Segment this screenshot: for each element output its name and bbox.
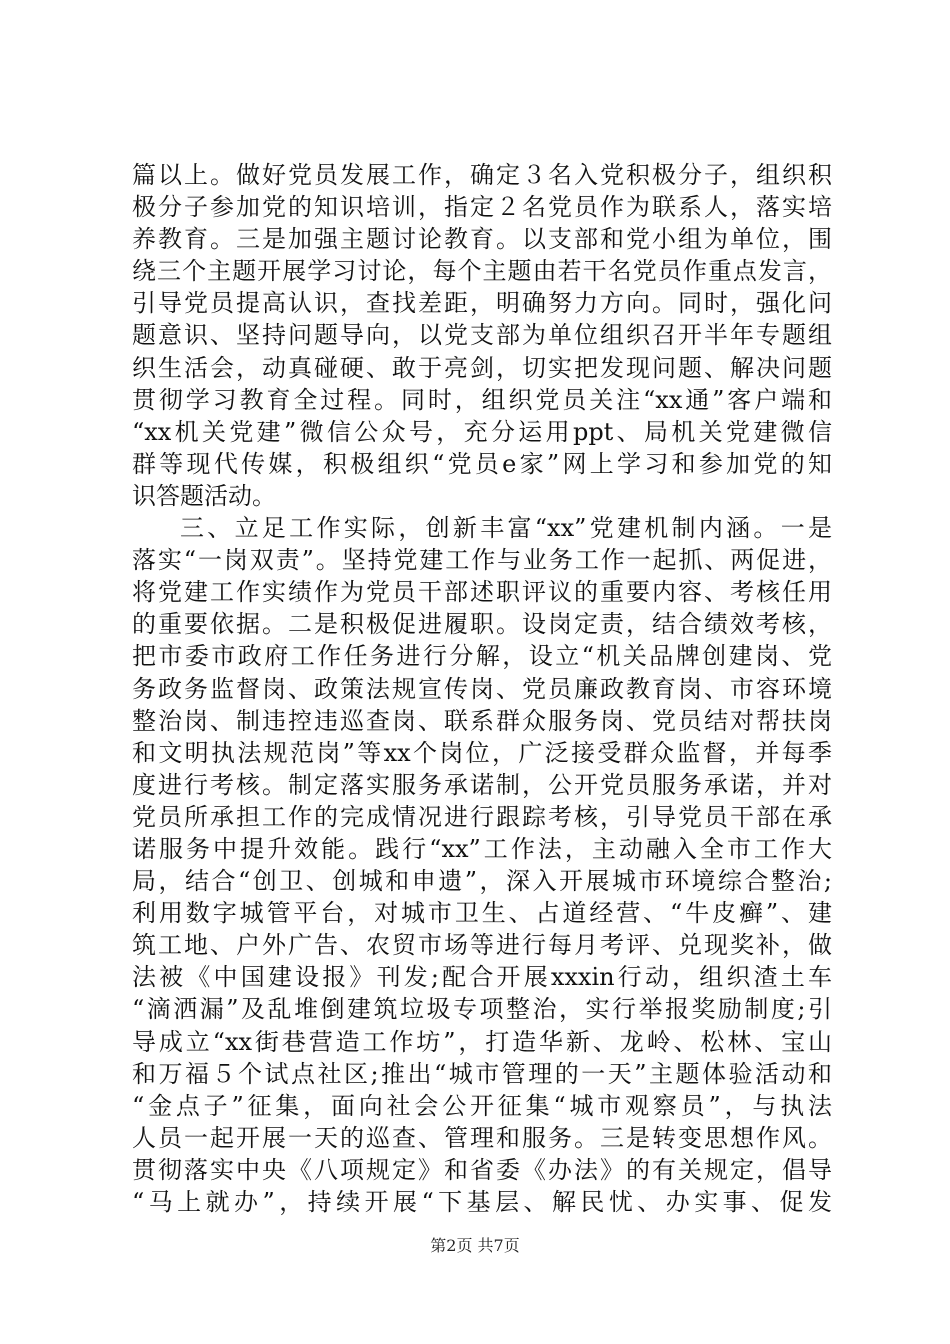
text-line: 局，结合“创卫、创城和申遗”，深入开展城市环境综合整治; [132, 867, 832, 896]
section-heading-line: 三、立足工作实际，创新丰富“xx”党建机制内涵。一是 [180, 514, 832, 543]
text-line: 织生活会，动真碰硬、敢于亮剑，切实把发现问题、解决问题 [132, 353, 832, 382]
text-line: 贯彻学习教育全过程。同时，组织党员关注“xx通”客户端和 [132, 385, 832, 414]
text-line: 导成立“xx街巷营造工作坊”，打造华新、龙岭、松林、宝山 [132, 1027, 832, 1056]
text-line: 利用数字城管平台，对城市卫生、占道经营、“牛皮癣”、建 [132, 899, 832, 928]
text-line: “xx机关党建”微信公众号，充分运用ppt、局机关党建微信 [132, 417, 832, 446]
text-line: 群等现代传媒，积极组织“党员e家”网上学习和参加党的知 [132, 449, 832, 478]
text-line: “马上就办”，持续开展“下基层、解民忧、办实事、促发 [132, 1188, 832, 1216]
body-text [132, 159, 832, 1218]
paragraph-end-line: 识答题活动。 [132, 481, 276, 510]
text-line: 养教育。三是加强主题讨论教育。以支部和党小组为单位，围 [132, 225, 832, 254]
text-line: 人员一起开展一天的巡查、管理和服务。三是转变思想作风。 [132, 1123, 832, 1152]
text-line: 将党建工作实绩作为党员干部述职评议的重要内容、考核任用 [132, 578, 832, 607]
text-line: 法被《中国建设报》刊发;配合开展xxxin行动，组织渣土车 [132, 963, 832, 992]
text-line: 度进行考核。制定落实服务承诺制，公开党员服务承诺，并对 [132, 770, 832, 799]
text-line: 务政务监督岗、政策法规宣传岗、党员廉政教育岗、市容环境 [132, 674, 832, 703]
text-line: 贯彻落实中央《八项规定》和省委《办法》的有关规定，倡导 [132, 1155, 832, 1184]
text-line: 把市委市政府工作任务进行分解，设立“机关品牌创建岗、党 [132, 642, 832, 671]
text-line: 极分子参加党的知识培训，指定２名党员作为联系人，落实培 [132, 193, 832, 222]
text-line: “金点子”征集，面向社会公开征集“城市观察员”，与执法 [132, 1091, 832, 1120]
text-line: 整治岗、制违控违巡查岗、联系群众服务岗、党员结对帮扶岗 [132, 706, 832, 735]
text-line: 落实“一岗双责”。坚持党建工作与业务工作一起抓、两促进， [132, 546, 832, 575]
page-number-footer: 第2页 共7页 [430, 1236, 520, 1255]
text-line: 和文明执法规范岗”等xx个岗位，广泛接受群众监督，并每季 [132, 738, 832, 767]
text-line: 筑工地、户外广告、农贸市场等进行每月考评、兑现奖补，做 [132, 931, 832, 960]
text-line: 党员所承担工作的完成情况进行跟踪考核，引导党员干部在承 [132, 802, 832, 831]
text-line: 篇以上。做好党员发展工作，确定３名入党积极分子，组织积 [132, 161, 832, 189]
text-line: 和万福５个试点社区;推出“城市管理的一天”主题体验活动和 [132, 1059, 832, 1088]
text-line: 题意识、坚持问题导向，以党支部为单位组织召开半年专题组 [132, 321, 832, 350]
text-line: 诺服务中提升效能。践行“xx”工作法，主动融入全市工作大 [132, 834, 832, 863]
text-line: 引导党员提高认识，查找差距，明确努力方向。同时，强化问 [132, 289, 832, 318]
text-line: “滴洒漏”及乱堆倒建筑垃圾专项整治，实行举报奖励制度;引 [132, 995, 832, 1024]
text-line: 绕三个主题开展学习讨论，每个主题由若干名党员作重点发言， [132, 257, 832, 286]
text-line: 的重要依据。二是积极促进履职。设岗定责，结合绩效考核， [132, 610, 832, 639]
